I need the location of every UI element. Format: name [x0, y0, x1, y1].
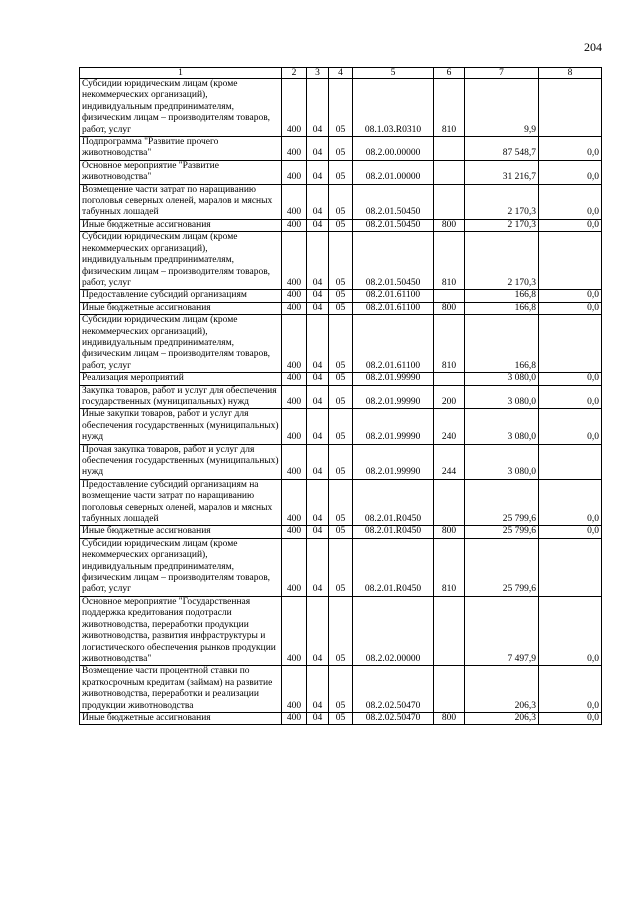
row-expense-type: 800 — [434, 219, 465, 231]
row-sum-2: 0,0 — [539, 596, 602, 665]
row-grbs: 400 — [282, 479, 307, 526]
row-sum-1: 3 080,0 — [465, 409, 539, 444]
table-row — [80, 666, 602, 713]
row-sum-2 — [539, 79, 602, 137]
table-row — [80, 385, 602, 409]
row-name: Иные бюджетные ассигнования — [80, 219, 282, 231]
row-target-article: 08.2.01.50450 — [353, 232, 434, 290]
table-row — [80, 79, 602, 137]
row-sum-1: 206,3 — [465, 712, 539, 724]
row-grbs: 400 — [282, 290, 307, 302]
row-expense-type: 800 — [434, 526, 465, 538]
row-sum-2 — [539, 315, 602, 373]
row-sum-2 — [539, 444, 602, 479]
row-section: 04 — [307, 479, 329, 526]
row-sum-1: 9,9 — [465, 79, 539, 137]
row-target-article: 08.2.02.00000 — [353, 596, 434, 665]
table-row — [80, 160, 602, 184]
row-target-article: 08.2.01.61100 — [353, 290, 434, 302]
table-row — [80, 232, 602, 290]
row-subsection: 05 — [329, 666, 353, 713]
row-target-article: 08.1.03.R0310 — [353, 79, 434, 137]
row-name: Иные бюджетные ассигнования — [80, 302, 282, 314]
row-target-article: 08.2.01.99990 — [353, 385, 434, 409]
table-row — [80, 538, 602, 596]
row-section: 04 — [307, 385, 329, 409]
row-section: 04 — [307, 290, 329, 302]
row-subsection: 05 — [329, 79, 353, 137]
column-header-4: 4 — [329, 68, 353, 79]
row-section: 04 — [307, 219, 329, 231]
row-name: Иные бюджетные ассигнования — [80, 526, 282, 538]
row-target-article: 08.2.00.00000 — [353, 137, 434, 161]
table-row — [80, 315, 602, 373]
row-name: Субсидии юридическим лицам (кроме некоммерческих организаций), индивидуальным предпринимателям, физическим лицам – производителям товаров, работ, услуг — [80, 315, 282, 373]
row-expense-type — [434, 479, 465, 526]
row-expense-type: 800 — [434, 712, 465, 724]
row-subsection: 05 — [329, 526, 353, 538]
row-name: Предоставление субсидий организациям — [80, 290, 282, 302]
row-sum-2: 0,0 — [539, 160, 602, 184]
row-subsection: 05 — [329, 290, 353, 302]
row-section: 04 — [307, 538, 329, 596]
row-subsection: 05 — [329, 232, 353, 290]
row-target-article: 08.2.02.50470 — [353, 712, 434, 724]
table-header — [80, 68, 602, 79]
row-grbs: 400 — [282, 315, 307, 373]
row-sum-1: 25 799,6 — [465, 538, 539, 596]
row-name: Возмещение части процентной ставки по краткосрочным кредитам (займам) на развитие животноводства, переработки и реализации продукции животноводства — [80, 666, 282, 713]
column-header-3: 3 — [307, 68, 329, 79]
row-expense-type — [434, 373, 465, 385]
row-target-article: 08.2.02.50470 — [353, 666, 434, 713]
row-section: 04 — [307, 666, 329, 713]
row-sum-2: 0,0 — [539, 137, 602, 161]
row-expense-type — [434, 160, 465, 184]
row-grbs: 400 — [282, 385, 307, 409]
row-target-article: 08.2.01.50450 — [353, 219, 434, 231]
row-sum-2 — [539, 232, 602, 290]
row-subsection: 05 — [329, 373, 353, 385]
row-name: Субсидии юридическим лицам (кроме некоммерческих организаций), индивидуальным предпринимателям, физическим лицам – производителям товаров, работ, услуг — [80, 232, 282, 290]
row-grbs: 400 — [282, 444, 307, 479]
row-subsection: 05 — [329, 137, 353, 161]
column-header-1: 1 — [80, 68, 282, 79]
row-sum-2: 0,0 — [539, 219, 602, 231]
row-grbs: 400 — [282, 219, 307, 231]
row-section: 04 — [307, 444, 329, 479]
row-target-article: 08.2.01.99990 — [353, 373, 434, 385]
row-grbs: 400 — [282, 184, 307, 219]
row-subsection: 05 — [329, 538, 353, 596]
row-target-article: 08.2.01.99990 — [353, 409, 434, 444]
row-expense-type: 200 — [434, 385, 465, 409]
table-row — [80, 444, 602, 479]
row-section: 04 — [307, 596, 329, 665]
table-row — [80, 712, 602, 724]
row-expense-type: 810 — [434, 315, 465, 373]
row-target-article: 08.2.01.00000 — [353, 160, 434, 184]
row-name: Возмещение части затрат по наращиванию поголовья северных оленей, маралов и мясных табунных лошадей — [80, 184, 282, 219]
row-subsection: 05 — [329, 302, 353, 314]
column-header-8: 8 — [539, 68, 602, 79]
row-subsection: 05 — [329, 184, 353, 219]
column-header-5: 5 — [353, 68, 434, 79]
row-sum-1: 2 170,3 — [465, 232, 539, 290]
row-expense-type — [434, 596, 465, 665]
row-subsection: 05 — [329, 385, 353, 409]
row-name: Иные закупки товаров, работ и услуг для обеспечения государственных (муниципальных) нужд — [80, 409, 282, 444]
row-target-article: 08.2.01.50450 — [353, 184, 434, 219]
row-section: 04 — [307, 526, 329, 538]
row-expense-type: 810 — [434, 232, 465, 290]
row-sum-2: 0,0 — [539, 409, 602, 444]
table-row — [80, 596, 602, 665]
row-subsection: 05 — [329, 409, 353, 444]
row-name: Подпрограмма "Развитие прочего животноводства" — [80, 137, 282, 161]
row-grbs: 400 — [282, 232, 307, 290]
row-name: Предоставление субсидий организациям на возмещение части затрат по наращиванию поголовья северных оленей, маралов и мясных табунных лошадей — [80, 479, 282, 526]
row-subsection: 05 — [329, 479, 353, 526]
row-sum-2: 0,0 — [539, 302, 602, 314]
row-name: Иные бюджетные ассигнования — [80, 712, 282, 724]
row-sum-1: 3 080,0 — [465, 385, 539, 409]
row-grbs: 400 — [282, 79, 307, 137]
row-grbs: 400 — [282, 596, 307, 665]
row-sum-2: 0,0 — [539, 385, 602, 409]
table-row — [80, 409, 602, 444]
row-target-article: 08.2.01.R0450 — [353, 479, 434, 526]
row-name: Прочая закупка товаров, работ и услуг для обеспечения государственных (муниципальных) нужд — [80, 444, 282, 479]
row-section: 04 — [307, 302, 329, 314]
row-sum-2: 0,0 — [539, 526, 602, 538]
row-sum-1: 3 080,0 — [465, 373, 539, 385]
header-row — [80, 68, 602, 79]
row-sum-2: 0,0 — [539, 666, 602, 713]
row-section: 04 — [307, 315, 329, 373]
row-section: 04 — [307, 79, 329, 137]
row-expense-type — [434, 290, 465, 302]
row-expense-type: 810 — [434, 79, 465, 137]
row-section: 04 — [307, 137, 329, 161]
table-row — [80, 219, 602, 231]
row-grbs: 400 — [282, 712, 307, 724]
row-expense-type: 244 — [434, 444, 465, 479]
row-expense-type — [434, 137, 465, 161]
row-grbs: 400 — [282, 302, 307, 314]
table-row — [80, 137, 602, 161]
row-section: 04 — [307, 184, 329, 219]
row-sum-1: 2 170,3 — [465, 184, 539, 219]
table-body — [80, 79, 602, 725]
table-row — [80, 526, 602, 538]
row-sum-1: 166,8 — [465, 290, 539, 302]
row-grbs: 400 — [282, 666, 307, 713]
row-target-article: 08.2.01.R0450 — [353, 526, 434, 538]
row-sum-1: 7 497,9 — [465, 596, 539, 665]
column-header-7: 7 — [465, 68, 539, 79]
page-number: 204 — [584, 40, 602, 54]
budget-table — [79, 67, 602, 725]
row-section: 04 — [307, 232, 329, 290]
row-section: 04 — [307, 373, 329, 385]
row-expense-type — [434, 666, 465, 713]
row-target-article: 08.2.01.61100 — [353, 315, 434, 373]
row-name: Субсидии юридическим лицам (кроме некоммерческих организаций), индивидуальным предпринимателям, физическим лицам – производителям товаров, работ, услуг — [80, 538, 282, 596]
row-expense-type: 800 — [434, 302, 465, 314]
row-sum-2: 0,0 — [539, 712, 602, 724]
row-sum-1: 31 216,7 — [465, 160, 539, 184]
row-sum-2: 0,0 — [539, 479, 602, 526]
row-subsection: 05 — [329, 219, 353, 231]
table-row — [80, 302, 602, 314]
row-expense-type — [434, 184, 465, 219]
row-expense-type: 810 — [434, 538, 465, 596]
row-sum-2: 0,0 — [539, 184, 602, 219]
row-subsection: 05 — [329, 596, 353, 665]
row-sum-1: 166,8 — [465, 315, 539, 373]
row-subsection: 05 — [329, 712, 353, 724]
row-expense-type: 240 — [434, 409, 465, 444]
row-grbs: 400 — [282, 526, 307, 538]
row-name: Реализация мероприятий — [80, 373, 282, 385]
row-subsection: 05 — [329, 444, 353, 479]
row-section: 04 — [307, 712, 329, 724]
row-sum-1: 2 170,3 — [465, 219, 539, 231]
row-sum-1: 166,8 — [465, 302, 539, 314]
row-grbs: 400 — [282, 373, 307, 385]
row-section: 04 — [307, 409, 329, 444]
column-header-6: 6 — [434, 68, 465, 79]
row-subsection: 05 — [329, 315, 353, 373]
row-sum-1: 25 799,6 — [465, 479, 539, 526]
row-section: 04 — [307, 160, 329, 184]
table-row — [80, 479, 602, 526]
table-row — [80, 184, 602, 219]
row-grbs: 400 — [282, 160, 307, 184]
table-row — [80, 290, 602, 302]
row-sum-1: 25 799,6 — [465, 526, 539, 538]
row-sum-2: 0,0 — [539, 373, 602, 385]
row-sum-1: 87 548,7 — [465, 137, 539, 161]
column-header-2: 2 — [282, 68, 307, 79]
row-sum-1: 3 080,0 — [465, 444, 539, 479]
row-target-article: 08.2.01.99990 — [353, 444, 434, 479]
row-sum-2: 0,0 — [539, 290, 602, 302]
row-name: Закупка товаров, работ и услуг для обеспечения государственных (муниципальных) нужд — [80, 385, 282, 409]
table-row — [80, 373, 602, 385]
row-target-article: 08.2.01.61100 — [353, 302, 434, 314]
row-grbs: 400 — [282, 409, 307, 444]
row-grbs: 400 — [282, 538, 307, 596]
row-name: Основное мероприятие "Развитие животноводства" — [80, 160, 282, 184]
row-target-article: 08.2.01.R0450 — [353, 538, 434, 596]
row-grbs: 400 — [282, 137, 307, 161]
row-name: Субсидии юридическим лицам (кроме некоммерческих организаций), индивидуальным предпринимателям, физическим лицам – производителям товаров, работ, услуг — [80, 79, 282, 137]
row-subsection: 05 — [329, 160, 353, 184]
row-sum-1: 206,3 — [465, 666, 539, 713]
row-sum-2 — [539, 538, 602, 596]
row-name: Основное мероприятие "Государственная поддержка кредитования подотрасли животноводства, переработки продукции животноводства, развития инфраструктуры и логистического обеспечения рынков продукции животноводства" — [80, 596, 282, 665]
